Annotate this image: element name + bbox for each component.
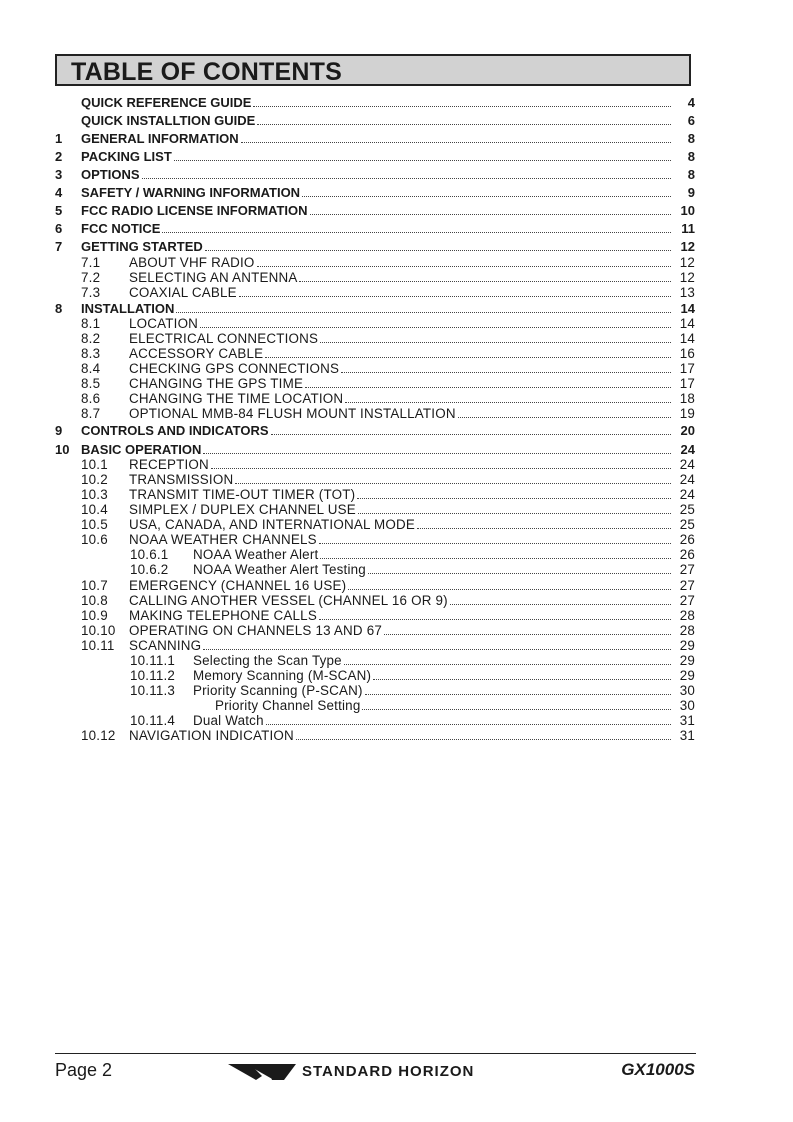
toc-entry[interactable] [55, 442, 695, 457]
toc-entry-title: SCANNING [129, 638, 202, 653]
toc-entry-title: OPTIONAL MMB-84 FLUSH MOUNT INSTALLATION [129, 406, 456, 421]
toc-entry-page: 24 [679, 487, 695, 502]
toc-leader-dots [373, 668, 671, 680]
toc-entry-page: 13 [679, 285, 695, 300]
toc-entry-number: 2 [55, 149, 63, 164]
toc-entry[interactable] [55, 562, 695, 577]
toc-entry-title: Memory Scanning (M-SCAN) [193, 668, 372, 683]
toc-entry-title: TRANSMISSION [129, 472, 234, 487]
toc-entry-number: 10.6.2 [130, 562, 169, 577]
toc-entry-page: 25 [679, 502, 695, 517]
toc-entry-number: 10.11 [81, 638, 115, 653]
toc-leader-dots [200, 316, 671, 328]
toc-entry-number: 10.11.3 [130, 683, 176, 698]
toc-entry-title: RECEPTION [129, 457, 209, 472]
toc-leader-dots [271, 423, 671, 435]
toc-entry[interactable] [55, 623, 695, 638]
footer-rule [55, 1053, 696, 1054]
toc-leader-dots [358, 502, 671, 514]
toc-entry-page: 19 [679, 406, 695, 421]
toc-leader-dots [320, 547, 671, 559]
toc-entry-title: NAVIGATION INDICATION [129, 728, 294, 743]
toc-entry-page: 27 [679, 593, 695, 608]
toc-entry-page: 12 [680, 239, 695, 254]
toc-entry[interactable] [55, 331, 695, 346]
toc-entry-title: SELECTING AN ANTENNA [129, 270, 298, 285]
toc-entry-title: OPERATING ON CHANNELS 13 AND 67 [129, 623, 383, 638]
toc-entry-page: 8 [687, 167, 695, 182]
toc-entry-title: BASIC OPERATION [81, 442, 202, 457]
toc-leader-dots [257, 255, 671, 267]
toc-entry[interactable] [55, 517, 695, 532]
toc-entry[interactable] [55, 270, 695, 285]
brand-logo-mark-icon [228, 1062, 298, 1082]
toc-entry[interactable] [55, 361, 695, 376]
toc-entry-title: SAFETY / WARNING INFORMATION [81, 185, 301, 200]
toc-leader-dots [176, 301, 671, 313]
toc-entry-title: GETTING STARTED [81, 239, 203, 254]
toc-entry-number: 4 [55, 185, 63, 200]
toc-entry[interactable] [55, 547, 695, 562]
toc-entry-page: 14 [679, 316, 695, 331]
toc-entry-page: 24 [679, 457, 695, 472]
toc-entry[interactable] [55, 423, 695, 438]
toc-entry-title: NOAA WEATHER CHANNELS [129, 532, 317, 547]
toc-entry[interactable] [55, 285, 695, 300]
toc-entry[interactable] [55, 131, 695, 146]
toc-entry[interactable] [55, 391, 695, 406]
toc-leader-dots [302, 185, 671, 197]
toc-leader-dots [205, 239, 671, 251]
toc-entry-page: 26 [679, 547, 695, 562]
toc-entry[interactable] [55, 185, 695, 200]
toc-entry-title: FCC NOTICE [81, 221, 161, 236]
toc-leader-dots [299, 270, 671, 282]
toc-entry-page: 16 [679, 346, 695, 361]
toc-entry-title: CHANGING THE GPS TIME [129, 376, 304, 391]
toc-entry-number: 5 [55, 203, 63, 218]
toc-entry-number: 10.11.2 [130, 668, 176, 683]
toc-leader-dots [384, 623, 671, 635]
toc-entry-title: PACKING LIST [81, 149, 172, 164]
toc-entry[interactable] [55, 239, 695, 254]
toc-entry-title: ABOUT VHF RADIO [129, 255, 255, 270]
toc-entry-number: 8.7 [81, 406, 101, 421]
toc-leader-dots [203, 638, 671, 650]
toc-entry-number: 8.6 [81, 391, 101, 406]
toc-leader-dots [368, 562, 671, 574]
toc-entry-title: CONTROLS AND INDICATORS [81, 423, 269, 438]
toc-entry-title: INSTALLATION [81, 301, 175, 316]
toc-leader-dots [265, 346, 671, 358]
toc-entry-page: 18 [679, 391, 695, 406]
toc-entry-page: 28 [679, 623, 695, 638]
toc-entry-page: 9 [687, 185, 695, 200]
toc-leader-dots [362, 698, 671, 710]
toc-entry-title: OPTIONS [81, 167, 140, 182]
toc-entry-title: Priority Scanning (P-SCAN) [193, 683, 363, 698]
toc-entry-page: 20 [680, 423, 695, 438]
toc-entry[interactable] [55, 316, 695, 331]
toc-entry-title: COAXIAL CABLE [129, 285, 237, 300]
toc-entry-title: Selecting the Scan Type [193, 653, 342, 668]
toc-entry-page: 27 [679, 562, 695, 577]
toc-entry-title: GENERAL INFORMATION [81, 131, 239, 146]
toc-entry[interactable] [55, 683, 695, 698]
toc-entry-title: CHANGING THE TIME LOCATION [129, 391, 344, 406]
toc-entry-number: 10.7 [81, 578, 108, 593]
toc-entry-number: 8.2 [81, 331, 101, 346]
toc-leader-dots [365, 683, 671, 695]
toc-entry-number: 10.5 [81, 517, 108, 532]
toc-entry-number: 10.4 [81, 502, 108, 517]
toc-entry-page: 28 [679, 608, 695, 623]
toc-entry[interactable] [55, 472, 695, 487]
toc-entry-number: 8.4 [81, 361, 101, 376]
toc-entry-page: 25 [679, 517, 695, 532]
toc-leader-dots [458, 406, 671, 418]
toc-entry-number: 7.2 [81, 270, 101, 285]
toc-leader-dots [257, 113, 671, 125]
toc-entry-page: 10 [680, 203, 695, 218]
toc-entry-page: 14 [679, 331, 695, 346]
toc-leader-dots [241, 131, 671, 143]
toc-entry-title: QUICK REFERENCE GUIDE [81, 95, 252, 110]
toc-leader-dots [344, 653, 671, 665]
toc-entry-title: ELECTRICAL CONNECTIONS [129, 331, 319, 346]
toc-leader-dots [319, 532, 671, 544]
toc-entry-page: 29 [679, 653, 695, 668]
toc-leader-dots [417, 517, 671, 529]
toc-leader-dots [450, 593, 671, 605]
toc-entry-title: TRANSMIT TIME-OUT TIMER (TOT) [129, 487, 356, 502]
toc-entry-number: 6 [55, 221, 63, 236]
toc-entry-title: SIMPLEX / DUPLEX CHANNEL USE [129, 502, 356, 517]
toc-entry-title: USA, CANADA, AND INTERNATIONAL MODE [129, 517, 416, 532]
toc-entry[interactable] [55, 638, 695, 653]
toc-entry-number: 1 [55, 131, 63, 146]
toc-entry[interactable] [55, 376, 695, 391]
toc-entry-page: 8 [687, 149, 695, 164]
toc-entry-page: 31 [679, 713, 695, 728]
toc-leader-dots [203, 442, 671, 454]
toc-entry-number: 8 [55, 301, 63, 316]
toc-entry[interactable] [55, 713, 695, 728]
toc-leader-dots [239, 285, 671, 297]
toc-leader-dots [320, 331, 671, 343]
toc-entry[interactable] [55, 113, 695, 128]
toc-leader-dots [174, 149, 671, 161]
toc-entry-number: 8.1 [81, 316, 101, 331]
toc-entry-title: EMERGENCY (CHANNEL 16 USE) [129, 578, 347, 593]
toc-leader-dots [348, 578, 671, 590]
toc-entry-number: 10.9 [81, 608, 108, 623]
toc-entry-number: 10.6.1 [130, 547, 169, 562]
toc-entry[interactable] [55, 668, 695, 683]
toc-leader-dots [266, 713, 671, 725]
toc-entry-number: 10.10 [81, 623, 116, 638]
toc-entry-number: 10 [55, 442, 70, 457]
toc-entry-title: ACCESSORY CABLE [129, 346, 264, 361]
toc-entry-page: 11 [681, 221, 695, 236]
toc-leader-dots [142, 167, 671, 179]
toc-entry-page: 29 [679, 668, 695, 683]
toc-entry-page: 17 [679, 361, 695, 376]
toc-entry[interactable] [55, 406, 695, 421]
toc-entry-title: QUICK INSTALLTION GUIDE [81, 113, 256, 128]
toc-entry-title: CALLING ANOTHER VESSEL (CHANNEL 16 OR 9) [129, 593, 448, 608]
toc-entry-number: 10.11.1 [130, 653, 176, 668]
toc-entry-number: 10.8 [81, 593, 108, 608]
toc-entry-number: 8.3 [81, 346, 101, 361]
toc-entry-number: 7 [55, 239, 63, 254]
toc-entry[interactable] [55, 653, 695, 668]
toc-entry-title: NOAA Weather Alert [193, 547, 319, 562]
toc-entry-page: 27 [679, 578, 695, 593]
toc-entry-page: 17 [679, 376, 695, 391]
toc-entry-number: 9 [55, 423, 63, 438]
toc-leader-dots [357, 487, 671, 499]
toc-entry[interactable] [55, 698, 695, 713]
toc-entry[interactable] [55, 95, 695, 110]
footer-model-name: GX1000S [621, 1060, 695, 1079]
toc-entry[interactable] [55, 301, 695, 316]
toc-entry[interactable] [55, 203, 695, 218]
toc-entry[interactable] [55, 532, 695, 547]
toc-entry-page: 26 [679, 532, 695, 547]
toc-entry-page: 24 [679, 472, 695, 487]
toc-entry[interactable] [55, 167, 695, 182]
toc-leader-dots [296, 728, 671, 740]
toc-entry-title: NOAA Weather Alert Testing [193, 562, 366, 577]
toc-entry-page: 31 [679, 728, 695, 743]
toc-entry-title: CHECKING GPS CONNECTIONS [129, 361, 340, 376]
toc-leader-dots [211, 457, 671, 469]
toc-entry[interactable] [55, 593, 695, 608]
toc-leader-dots [345, 391, 671, 403]
title-box [55, 54, 691, 86]
toc-entry-number: 10.2 [81, 472, 108, 487]
toc-entry-page: 14 [680, 301, 695, 316]
toc-entry[interactable] [55, 255, 695, 270]
toc-entry[interactable] [55, 608, 695, 623]
page-title: TABLE OF CONTENTS [71, 58, 342, 86]
toc-entry-page: 8 [687, 131, 695, 146]
toc-entry-title: FCC RADIO LICENSE INFORMATION [81, 203, 308, 218]
toc-entry-title: Priority Channel Setting [215, 698, 361, 713]
toc-leader-dots [305, 376, 671, 388]
toc-entry[interactable] [55, 502, 695, 517]
toc-entry-number: 3 [55, 167, 63, 182]
toc-entry-title: LOCATION [129, 316, 199, 331]
footer-page-number: Page 2 [55, 1060, 113, 1080]
toc-entry-number: 10.12 [81, 728, 116, 743]
toc-entry-number: 7.1 [81, 255, 101, 270]
toc-entry-page: 30 [679, 683, 695, 698]
toc-entry-number: 10.6 [81, 532, 108, 547]
toc-entry-number: 7.3 [81, 285, 101, 300]
toc-entry[interactable] [55, 346, 695, 361]
toc-entry-number: 10.11.4 [130, 713, 176, 728]
toc-entry-number: 10.1 [81, 457, 108, 472]
toc-entry[interactable] [55, 728, 695, 743]
toc-leader-dots [319, 608, 671, 620]
toc-leader-dots [341, 361, 671, 373]
toc-leader-dots [162, 221, 671, 233]
toc-entry-page: 24 [680, 442, 695, 457]
toc-entry-page: 29 [679, 638, 695, 653]
toc-entry-page: 6 [687, 113, 695, 128]
toc-leader-dots [253, 95, 671, 107]
toc-entry-title: MAKING TELEPHONE CALLS [129, 608, 317, 623]
toc-entry-title: Dual Watch [193, 713, 264, 728]
toc-entry-number: 10.3 [81, 487, 108, 502]
toc-entry[interactable] [55, 149, 695, 164]
brand-logo [228, 1060, 528, 1084]
toc-entry-page: 30 [679, 698, 695, 713]
toc-entry[interactable] [55, 221, 695, 236]
toc-leader-dots [235, 472, 671, 484]
brand-name: STANDARD HORIZON [302, 1063, 475, 1080]
toc-entry[interactable] [55, 487, 695, 502]
toc-entry[interactable] [55, 578, 695, 593]
toc-entry-page: 12 [679, 255, 695, 270]
toc-entry-page: 4 [687, 95, 695, 110]
toc-entry[interactable] [55, 457, 695, 472]
toc-entry-page: 12 [679, 270, 695, 285]
toc-leader-dots [310, 203, 671, 215]
toc-entry-number: 8.5 [81, 376, 101, 391]
